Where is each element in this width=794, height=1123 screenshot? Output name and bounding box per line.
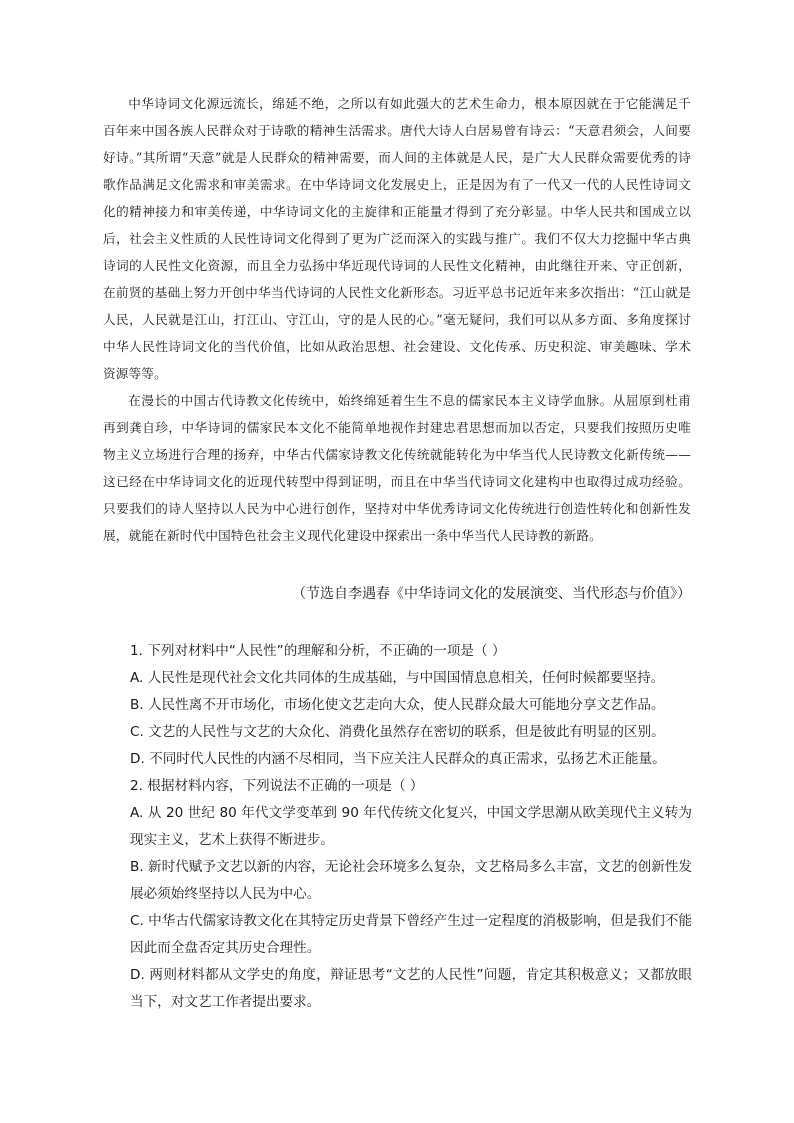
question-stem: 1. 下列对材料中“人民性”的理解和分析，不正确的一项是（ ）	[130, 643, 506, 659]
question-list	[130, 638, 692, 1016]
question-option: D. 不同时代人民性的内涵不尽相同，当下应关注人民群众的真正需求，弘扬艺术正能量。	[130, 751, 666, 767]
question-option: C. 文艺的人民性与文艺的大众化、消费化虽然存在密切的联系，但是彼此有明显的区别。	[130, 724, 665, 740]
passage-paragraph: 在漫长的中国古代诗教文化传统中，始终绵延着生生不息的儒家民本主义诗学血脉。从屈原到杜甫再到龚自珍，中华诗词的儒家民本文化不能简单地视作封建忠君思想而加以否定，只要我们按照历史唯物主义立场进行合理的扬弃，中华古代儒家诗教文化传统就能转化为中华当代人民诗教文化新传统——这已经在中华诗词文化的近现代转型中得到证明，而且在中华当代诗词文化建构中也取得过成功经验。只要我们的诗人坚持以人民为中心进行创作，坚持对中华优秀诗词文化传统进行创造性转化和创新性发展，就能在新时代中国特色社会主义现代化建设中探索出一条中华当代人民诗教的新路。	[103, 393, 691, 543]
question-option: C. 中华古代儒家诗教文化在其特定历史背景下曾经产生过一定程度的消极影响，但是我们不能因此而全盘否定其历史合理性。	[130, 913, 692, 956]
passage-source: （节选自李遇春《中华诗词文化的发展演变、当代形态与价值》）	[292, 586, 691, 602]
question-stem: 2. 根据材料内容，下列说法不正确的一项是（ ）	[130, 778, 424, 794]
question-option: B. 新时代赋予文艺以新的内容，无论社会环境多么复杂，文艺格局多么丰富，文艺的创新性发展必须始终坚持以人民为中心。	[130, 859, 692, 902]
passage-paragraph: 中华诗词文化源远流长，绵延不绝，之所以有如此强大的艺术生命力，根本原因就在于它能满足千百年来中国各族人民群众对于诗歌的精神生活需求。唐代大诗人白居易曾有诗云：“天意君须会，人间要好诗。”其所谓“天意”就是人民群众的精神需要，而人间的主体就是人民，是广大人民群众需要优秀的诗歌作品满足文化需求和审美需求。在中华诗词文化发展史上，正是因为有了一代又一代的人民性诗词文化的精神接力和审美传递，中华诗词文化的主旋律和正能量才得到了充分彰显。中华人民共和国成立以后，社会主义性质的人民性诗词文化得到了更为广泛而深入的实践与推广。我们不仅大力挖掘中华古典诗词的人民性文化资源，而且全力弘扬中华近现代诗词的人民性文化精神，由此继往开来、守正创新，在前贤的基础上努力开创中华当代诗词的人民性文化新形态。习近平总书记近年来多次指出：“江山就是人民，人民就是江山，打江山、守江山，守的是人民的心。”毫无疑问，我们可以从多方面、多角度探讨中华人民性诗词文化的当代价值，比如从政治思想、社会建设、文化传承、历史积淀、审美趣味、学术资源等等。	[103, 96, 691, 381]
question-option: A. 从 20 世纪 80 年代文学变革到 90 年代传统文化复兴，中国文学思潮从欧美现代主义转为现实主义，艺术上获得不断进步。	[130, 805, 692, 848]
question-option: A. 人民性是现代社会文化共同体的生成基础，与中国国情息息相关，任何时候都要坚持。	[130, 670, 665, 686]
question-option: D. 两则材料都从文学史的角度，辩证思考“文艺的人民性”问题，肯定其积极意义；又都放眼当下，对文艺工作者提出要求。	[130, 967, 692, 1010]
reading-passage	[103, 90, 691, 549]
question-option: B. 人民性离不开市场化，市场化使文艺走向大众，使人民群众最大可能地分享文艺作品。	[130, 697, 665, 713]
